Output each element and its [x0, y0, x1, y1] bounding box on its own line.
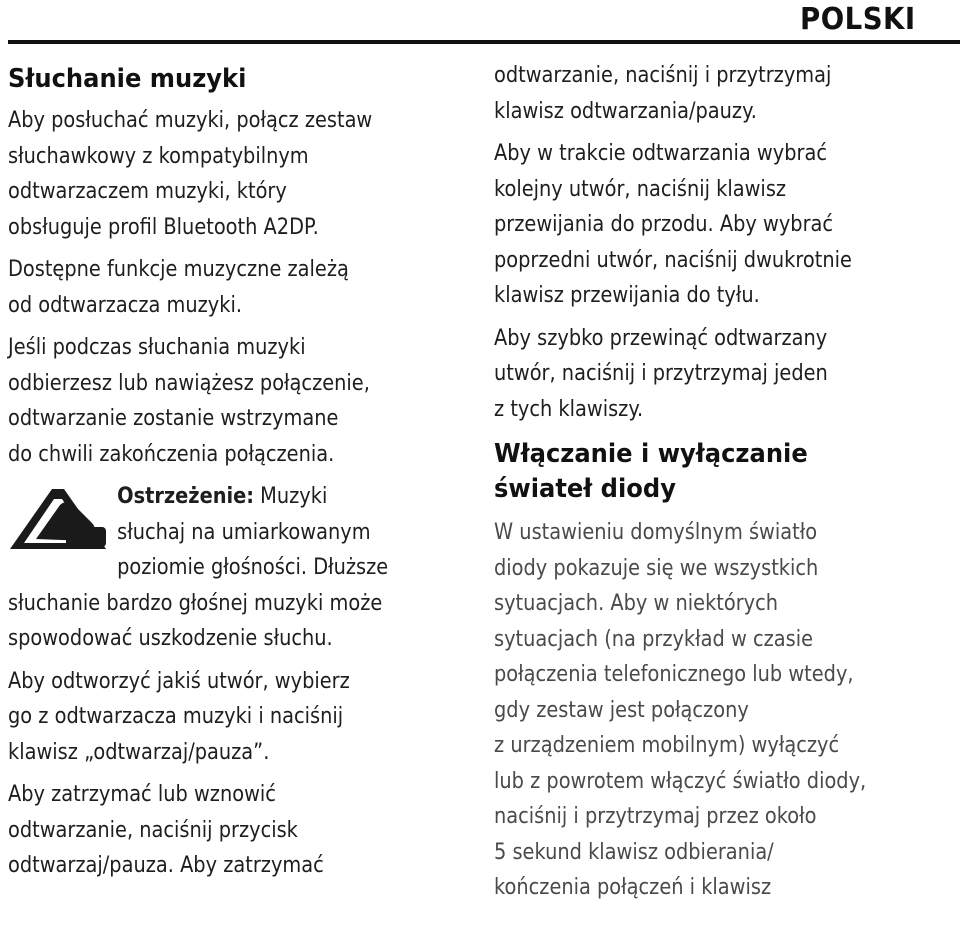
- paragraph-stop-playback: [494, 58, 960, 129]
- paragraph-call-pause: [8, 330, 468, 472]
- header-rule: [8, 40, 960, 44]
- text-line: Aby szybko przewinąć odtwarzany: [494, 325, 828, 351]
- text-line: lub z powrotem włączyć światło diody,: [494, 768, 867, 794]
- right-column: [494, 58, 960, 913]
- text-line: z tych klawiszy.: [494, 396, 644, 422]
- text-line: sytuacjach (na przykład w czasie: [494, 626, 813, 652]
- left-column: [8, 58, 468, 891]
- language-label: POLSKI: [800, 2, 916, 37]
- warning-line: poziomie głośności. Dłuższe: [117, 555, 389, 580]
- text-line: sytuacjach. Aby w niektórych: [494, 591, 779, 616]
- text-line: naciśnij i przytrzymaj przez około: [494, 804, 817, 829]
- section-heading-led-lights: [494, 437, 927, 507]
- paragraph-fast-forward: [494, 321, 960, 428]
- paragraph-pause-resume: [8, 777, 468, 884]
- warning-line-rest: Muzyki: [254, 484, 328, 509]
- warning-text: [8, 479, 468, 657]
- text-line: Aby zatrzymać lub wznowić: [8, 782, 276, 807]
- text-line: odtwarzanie zostanie wstrzymane: [8, 406, 339, 431]
- text-line: słuchawkowy z kompatybilnym: [8, 143, 309, 169]
- text-line: odtwarzaj/pauza. Aby zatrzymać: [8, 853, 324, 878]
- text-line: od odtwarzacza muzyki.: [8, 292, 243, 318]
- text-line: Aby posłuchać muzyki, połącz zestaw: [8, 108, 373, 133]
- text-line: Jeśli podczas słuchania muzyki: [8, 335, 306, 360]
- paragraph-led-settings: [494, 515, 960, 906]
- text-line: przewijania do przodu. Aby wybrać: [494, 212, 834, 237]
- warning-block: [8, 479, 468, 657]
- paragraph-select-track: [494, 136, 960, 314]
- text-line: odtwarzaczem muzyki, który: [8, 179, 287, 204]
- text-line: połączenia telefonicznego lub wtedy,: [494, 662, 854, 687]
- paragraph-play-track: [8, 664, 468, 771]
- text-line: klawisz odtwarzania/pauzy.: [494, 98, 757, 124]
- text-line: gdy zestaw jest połączony: [494, 697, 749, 723]
- paragraph-connect-headset: [8, 103, 468, 245]
- text-line: kończenia połączeń i klawisz: [494, 875, 772, 900]
- text-line: z urządzeniem mobilnym) wyłączyć: [494, 733, 840, 758]
- text-line: kolejny utwór, naciśnij klawisz: [494, 176, 787, 202]
- text-line: Dostępne funkcje muzyczne zależą: [8, 257, 349, 282]
- text-line: W ustawieniu domyślnym światło: [494, 520, 818, 545]
- text-line: odtwarzanie, naciśnij przycisk: [8, 817, 298, 843]
- text-line: Aby odtworzyć jakiś utwór, wybierz: [8, 668, 350, 694]
- section-heading-listening-music: Słuchanie muzyki: [8, 64, 247, 94]
- text-line: go z odtwarzacza muzyki i naciśnij: [8, 704, 344, 729]
- text-line: obsługuje profil Bluetooth A2DP.: [8, 214, 319, 240]
- warning-label: Ostrzeżenie:: [117, 484, 255, 509]
- text-line: klawisz „odtwarzaj/pauza”.: [8, 739, 270, 765]
- text-line: do chwili zakończenia połączenia.: [8, 441, 335, 467]
- text-line: poprzedni utwór, naciśnij dwukrotnie: [494, 247, 852, 273]
- paragraph-available-functions: [8, 252, 468, 323]
- heading-line: Włączanie i wyłączanie: [494, 439, 808, 469]
- text-line: utwór, naciśnij i przytrzymaj jeden: [494, 361, 828, 386]
- text-line: klawisz przewijania do tyłu.: [494, 283, 760, 308]
- text-line: diody pokazuje się we wszystkich: [494, 555, 819, 581]
- text-line: odtwarzanie, naciśnij i przytrzymaj: [494, 63, 832, 88]
- text-line: Aby w trakcie odtwarzania wybrać: [494, 141, 827, 166]
- warning-line: słuchanie bardzo głośnej muzyki może: [8, 590, 383, 616]
- heading-line: świateł diody: [494, 474, 676, 504]
- warning-line: spowodować uszkodzenie słuchu.: [8, 626, 333, 651]
- text-line: 5 sekund klawisz odbierania/: [494, 839, 774, 865]
- warning-line: słuchaj na umiarkowanym: [117, 519, 371, 545]
- text-line: odbierzesz lub nawiążesz połączenie,: [8, 370, 370, 396]
